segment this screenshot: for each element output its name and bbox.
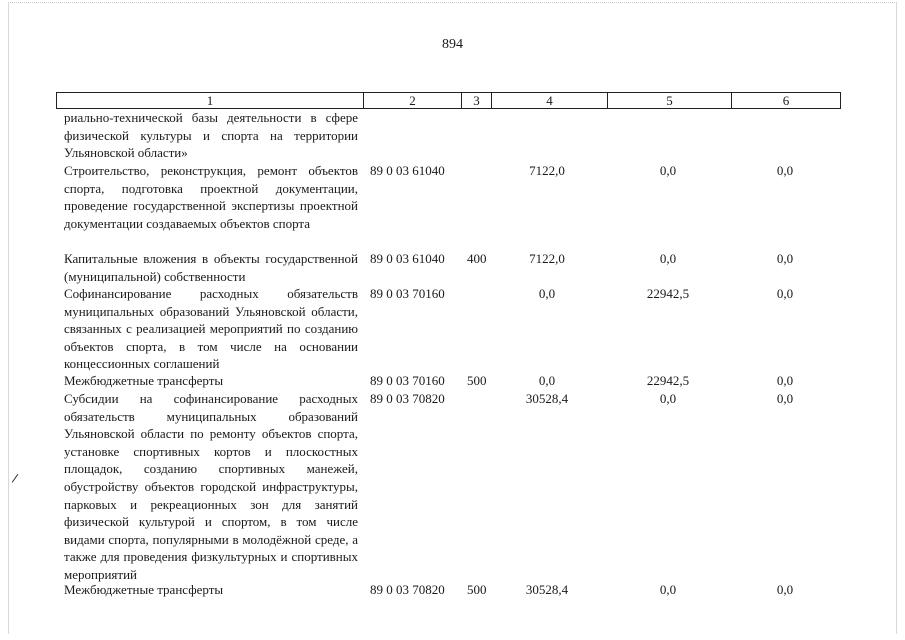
row-name: риально-технической базы деятельности в сфере физической культуры и спорта на территории Ульяновской области»	[64, 110, 358, 161]
table-header	[56, 92, 841, 109]
row-code: 89 0 03 70160	[370, 286, 445, 301]
header-col-6: 6	[731, 93, 840, 108]
header-col-2: 2	[363, 93, 461, 108]
row-col6: 0,0	[776, 286, 794, 301]
row-col6: 0,0	[776, 163, 794, 178]
row-col6: 0,0	[776, 391, 794, 406]
row-code: 89 0 03 61040	[370, 251, 445, 266]
header-col-4: 4	[491, 93, 607, 108]
page-number: 894	[442, 37, 463, 52]
row-col4: 0,0	[538, 286, 556, 301]
header-col-1: 1	[206, 93, 214, 108]
row-col6: 0,0	[776, 582, 794, 597]
row-name: Строительство, реконструкция, ремонт объектов спорта, подготовка проектной документации, проведение государственной экспертизы проектной документации создаваемых объектов спорта	[64, 163, 358, 231]
row-col5: 0,0	[659, 163, 677, 178]
row-col5: 0,0	[659, 251, 677, 266]
row-col6: 0,0	[776, 251, 794, 266]
row-vr: 500	[467, 373, 487, 388]
row-name: Софинансирование расходных обязательств муниципальных образований Ульяновской области, связанных с реализацией мероприятий по созданию объектов спорта, в том числе на основании концессионных соглашений	[64, 286, 358, 372]
page-edge-left	[8, 2, 9, 634]
row-col5: 22942,5	[646, 373, 690, 388]
row-code: 89 0 03 70160	[370, 373, 445, 388]
row-col4: 30528,4	[525, 391, 569, 406]
row-vr: 400	[467, 251, 487, 266]
row-name: Межбюджетные трансферты	[64, 373, 224, 388]
row-col4: 7122,0	[529, 163, 565, 178]
row-col4: 0,0	[538, 373, 556, 388]
row-col6: 0,0	[776, 373, 794, 388]
row-name: Капитальные вложения в объекты государственной (муниципальной) собственности	[64, 251, 358, 284]
page-edge-right	[896, 2, 897, 634]
row-vr: 500	[467, 582, 487, 597]
scan-mark	[12, 474, 23, 486]
row-col5: 22942,5	[646, 286, 690, 301]
header-col-3: 3	[461, 93, 491, 108]
row-code: 89 0 03 70820	[370, 391, 445, 406]
header-col-5: 5	[607, 93, 731, 108]
row-name: Межбюджетные трансферты	[64, 582, 224, 597]
row-col5: 0,0	[659, 582, 677, 597]
row-col5: 0,0	[659, 391, 677, 406]
row-code: 89 0 03 70820	[370, 582, 445, 597]
row-code: 89 0 03 61040	[370, 163, 445, 178]
page-edge-top	[8, 2, 897, 3]
row-col4: 30528,4	[525, 582, 569, 597]
row-name: Субсидии на софинансирование расходных обязательств муниципальных образований Ульяновской области по ремонту объектов спорта, установке спортивных кортов и плоскостных площадок, созданию спортивных манежей, обустройству объектов городской инфраструктуры, парковых и рекреационных зон для занятий физической культурой и спортом, в том числе видами спорта, популярными в молодёжной среде, а также для проведения физкультурных и спортивных мероприятий	[64, 391, 358, 582]
row-col4: 7122,0	[529, 251, 565, 266]
